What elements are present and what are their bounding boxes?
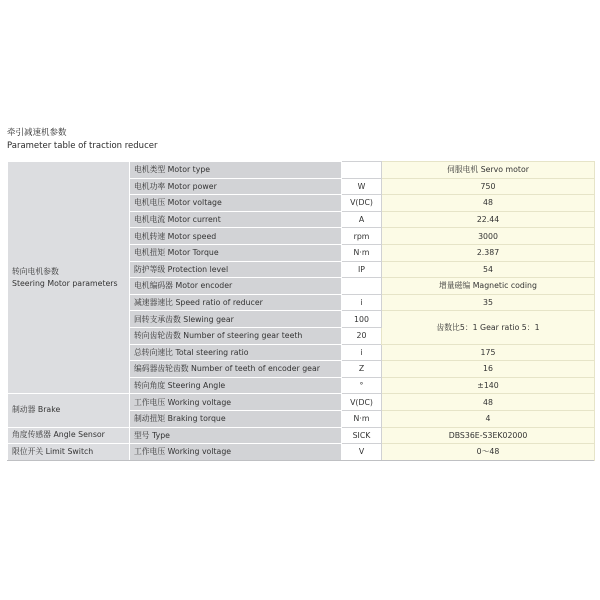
parameter-table xyxy=(7,161,595,461)
value-cell: DBS36E-S3EK02000 xyxy=(382,427,595,444)
value-cell: 48 xyxy=(382,195,595,212)
value-cell: 增量磁编 Magnetic coding xyxy=(382,278,595,295)
param-label: 转向角度 Steering Angle xyxy=(130,377,342,394)
value-cell: ±140 xyxy=(382,377,595,394)
value-cell: 22.44 xyxy=(382,211,595,228)
group-label: 转向电机参数 Steering Motor parameters xyxy=(12,266,118,288)
group-limit-switch: 限位开关 Limit Switch xyxy=(8,444,130,461)
value-cell: 35 xyxy=(382,294,595,311)
param-label: 制动扭矩 Braking torque xyxy=(130,410,342,427)
title-block xyxy=(7,127,157,152)
unit-cell: V xyxy=(342,444,382,461)
table-row xyxy=(8,444,595,461)
unit-cell: W xyxy=(342,178,382,195)
table-row xyxy=(8,394,595,411)
value-cell: 16 xyxy=(382,361,595,378)
page-title-cn: 牵引减速机参数 xyxy=(7,128,67,138)
unit-cell xyxy=(342,162,382,179)
group-steering-motor xyxy=(8,162,130,394)
param-label: 转向齿轮齿数 Number of steering gear teeth xyxy=(130,327,342,344)
unit-cell: 100 xyxy=(342,311,382,328)
table-bottom-rule xyxy=(7,460,594,461)
param-label: 总转向速比 Total steering ratio xyxy=(130,344,342,361)
unit-cell: rpm xyxy=(342,228,382,245)
param-label: 工作电压 Working voltage xyxy=(130,394,342,411)
value-cell: 2.387 xyxy=(382,244,595,261)
param-label: 电机转速 Motor speed xyxy=(130,228,342,245)
unit-cell: IP xyxy=(342,261,382,278)
param-label: 减速器速比 Speed ratio of reducer xyxy=(130,294,342,311)
unit-cell: V(DC) xyxy=(342,195,382,212)
unit-cell: i xyxy=(342,344,382,361)
param-label: 编码器齿轮齿数 Number of teeth of encoder gear xyxy=(130,361,342,378)
unit-cell: A xyxy=(342,211,382,228)
table-row xyxy=(8,427,595,444)
param-label: 电机电流 Motor current xyxy=(130,211,342,228)
value-cell: 0～48 xyxy=(382,444,595,461)
param-label: 电机扭矩 Motor Torque xyxy=(130,244,342,261)
param-label: 电机电压 Motor voltage xyxy=(130,195,342,212)
param-label: 电机功率 Motor power xyxy=(130,178,342,195)
value-cell: 175 xyxy=(382,344,595,361)
param-label: 回转支承齿数 Slewing gear xyxy=(130,311,342,328)
param-label: 电机编码器 Motor encoder xyxy=(130,278,342,295)
value-cell: 4 xyxy=(382,410,595,427)
unit-cell: i xyxy=(342,294,382,311)
value-cell-merged: 齿数比5：1 Gear ratio 5：1 xyxy=(382,311,595,344)
unit-cell: SICK xyxy=(342,427,382,444)
unit-cell: N·m xyxy=(342,410,382,427)
table-row xyxy=(8,162,595,179)
page-title-en: Parameter table of traction reducer xyxy=(7,141,158,151)
value-cell: 3000 xyxy=(382,228,595,245)
param-label: 防护等级 Protection level xyxy=(130,261,342,278)
unit-cell: V(DC) xyxy=(342,394,382,411)
value-cell: 伺服电机 Servo motor xyxy=(382,162,595,179)
value-cell: 750 xyxy=(382,178,595,195)
param-label: 工作电压 Working voltage xyxy=(130,444,342,461)
unit-cell xyxy=(342,278,382,295)
unit-cell: Z xyxy=(342,361,382,378)
group-brake: 制动器 Brake xyxy=(8,394,130,427)
param-label: 型号 Type xyxy=(130,427,342,444)
value-cell: 48 xyxy=(382,394,595,411)
param-label: 电机类型 Motor type xyxy=(130,162,342,179)
group-angle-sensor: 角度传感器 Angle Sensor xyxy=(8,427,130,444)
unit-cell: ° xyxy=(342,377,382,394)
unit-cell: 20 xyxy=(342,327,382,344)
value-cell: 54 xyxy=(382,261,595,278)
unit-cell: N·m xyxy=(342,244,382,261)
